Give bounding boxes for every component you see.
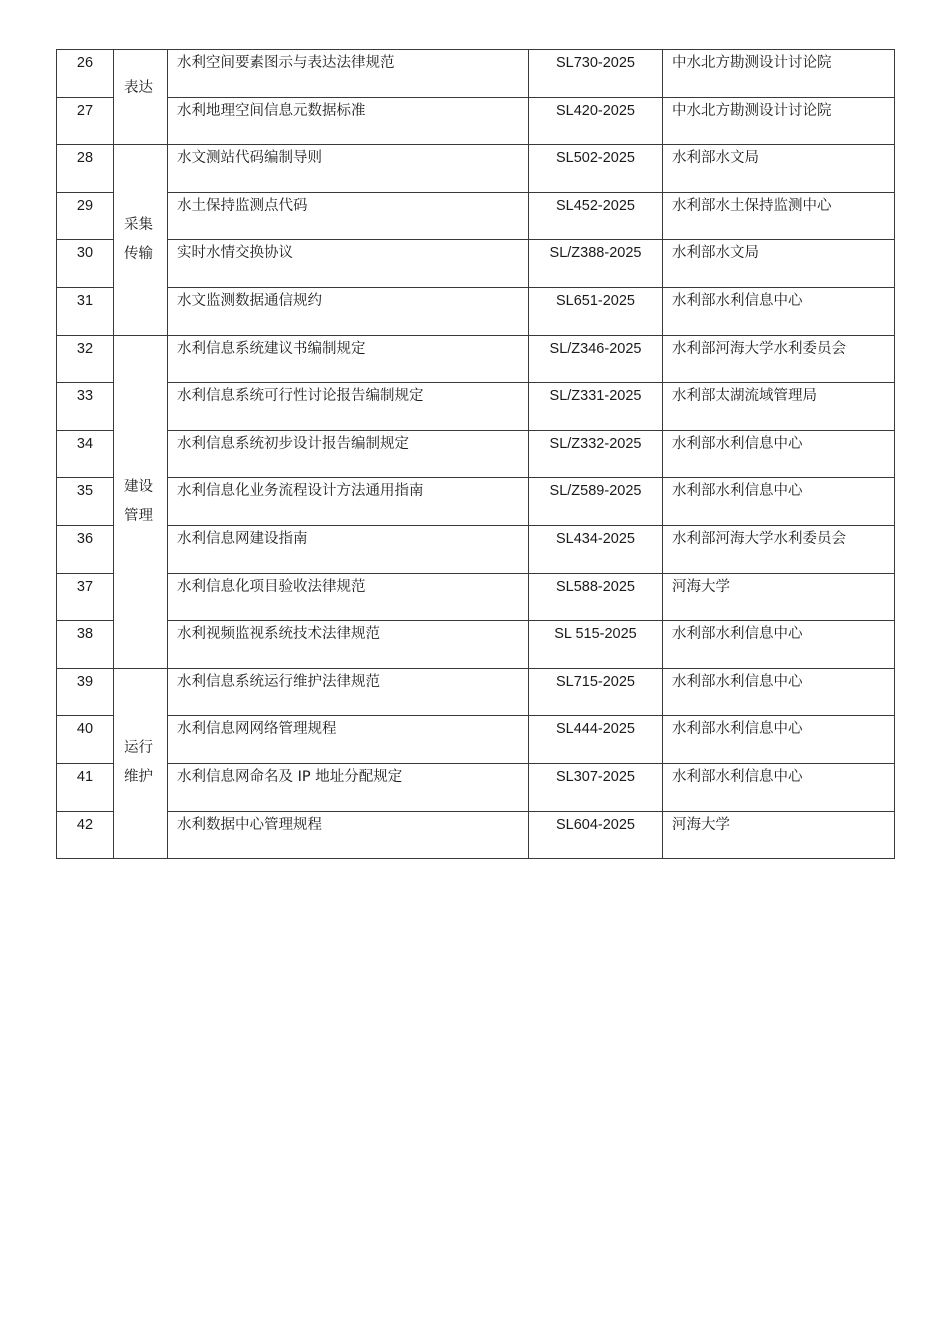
standard-name: 水利信息化业务流程设计方法通用指南	[168, 478, 529, 526]
standard-code: SL730-2025	[529, 50, 663, 98]
standard-name: 水利信息系统建议书编制规定	[168, 335, 529, 383]
standard-name: 水利视频监视系统技术法律规范	[168, 621, 529, 669]
responsible-organization: 水利部水土保持监测中心	[663, 192, 895, 240]
table-row	[57, 430, 895, 478]
row-number: 35	[57, 478, 114, 526]
standard-code: SL 515-2025	[529, 621, 663, 669]
standard-code: SL/Z331-2025	[529, 383, 663, 431]
responsible-organization: 中水北方勘测设计讨论院	[663, 97, 895, 145]
category-cell	[114, 335, 168, 668]
standard-code: SL502-2025	[529, 145, 663, 193]
standard-code: SL/Z332-2025	[529, 430, 663, 478]
standard-code: SL715-2025	[529, 668, 663, 716]
category-cell	[114, 668, 168, 858]
responsible-organization: 水利部水文局	[663, 240, 895, 288]
category-label: 采集传输	[124, 216, 153, 262]
category-label: 运行维护	[124, 740, 153, 786]
standard-name: 水利信息系统可行性讨论报告编制规定	[168, 383, 529, 431]
responsible-organization: 水利部水文局	[663, 145, 895, 193]
standard-name: 水土保持监测点代码	[168, 192, 529, 240]
table-row	[57, 287, 895, 335]
responsible-organization: 水利部水利信息中心	[663, 763, 895, 811]
standards-table-body	[57, 50, 895, 859]
category-cell	[114, 145, 168, 335]
responsible-organization: 水利部水利信息中心	[663, 621, 895, 669]
standard-code: SL/Z388-2025	[529, 240, 663, 288]
standard-name: 水文测站代码编制导则	[168, 145, 529, 193]
standard-code: SL307-2025	[529, 763, 663, 811]
standard-code: SL452-2025	[529, 192, 663, 240]
standard-code: SL604-2025	[529, 811, 663, 859]
responsible-organization: 水利部水利信息中心	[663, 430, 895, 478]
row-number: 30	[57, 240, 114, 288]
category-label: 建设管理	[124, 478, 153, 524]
standard-code: SL588-2025	[529, 573, 663, 621]
row-number: 33	[57, 383, 114, 431]
standard-code: SL651-2025	[529, 287, 663, 335]
table-row	[57, 50, 895, 98]
responsible-organization: 中水北方勘测设计讨论院	[663, 50, 895, 98]
standard-name: 水利地理空间信息元数据标准	[168, 97, 529, 145]
row-number: 41	[57, 763, 114, 811]
table-row	[57, 716, 895, 764]
responsible-organization: 水利部太湖流域管理局	[663, 383, 895, 431]
table-row	[57, 811, 895, 859]
row-number: 38	[57, 621, 114, 669]
row-number: 36	[57, 525, 114, 573]
table-row	[57, 478, 895, 526]
row-number: 34	[57, 430, 114, 478]
table-row	[57, 525, 895, 573]
responsible-organization: 水利部水利信息中心	[663, 287, 895, 335]
row-number: 27	[57, 97, 114, 145]
row-number: 29	[57, 192, 114, 240]
row-number: 32	[57, 335, 114, 383]
responsible-organization: 水利部水利信息中心	[663, 668, 895, 716]
standard-name: 水利数据中心管理规程	[168, 811, 529, 859]
table-row	[57, 145, 895, 193]
standard-code: SL420-2025	[529, 97, 663, 145]
row-number: 37	[57, 573, 114, 621]
standard-code: SL444-2025	[529, 716, 663, 764]
standard-name: 水利信息网网络管理规程	[168, 716, 529, 764]
standard-name: 水文监测数据通信规约	[168, 287, 529, 335]
standard-code: SL/Z589-2025	[529, 478, 663, 526]
responsible-organization: 河海大学	[663, 573, 895, 621]
responsible-organization: 水利部水利信息中心	[663, 716, 895, 764]
row-number: 31	[57, 287, 114, 335]
row-number: 42	[57, 811, 114, 859]
table-row	[57, 668, 895, 716]
category-label: 表达	[124, 80, 153, 96]
table-row	[57, 621, 895, 669]
row-number: 26	[57, 50, 114, 98]
standard-name: 水利信息系统运行维护法律规范	[168, 668, 529, 716]
table-row	[57, 383, 895, 431]
table-row	[57, 97, 895, 145]
row-number: 40	[57, 716, 114, 764]
row-number: 39	[57, 668, 114, 716]
table-row	[57, 335, 895, 383]
row-number: 28	[57, 145, 114, 193]
table-row	[57, 192, 895, 240]
standard-name: 水利信息网命名及 IP 地址分配规定	[168, 763, 529, 811]
standard-name: 实时水情交换协议	[168, 240, 529, 288]
responsible-organization: 水利部河海大学水利委员会	[663, 525, 895, 573]
standard-code: SL434-2025	[529, 525, 663, 573]
responsible-organization: 水利部水利信息中心	[663, 478, 895, 526]
category-cell	[114, 50, 168, 145]
standard-name: 水利信息网建设指南	[168, 525, 529, 573]
responsible-organization: 水利部河海大学水利委员会	[663, 335, 895, 383]
responsible-organization: 河海大学	[663, 811, 895, 859]
standards-table	[56, 49, 895, 859]
table-row	[57, 573, 895, 621]
standard-code: SL/Z346-2025	[529, 335, 663, 383]
standard-name: 水利空间要素图示与表达法律规范	[168, 50, 529, 98]
standard-name: 水利信息化项目验收法律规范	[168, 573, 529, 621]
table-row	[57, 763, 895, 811]
table-row	[57, 240, 895, 288]
standard-name: 水利信息系统初步设计报告编制规定	[168, 430, 529, 478]
